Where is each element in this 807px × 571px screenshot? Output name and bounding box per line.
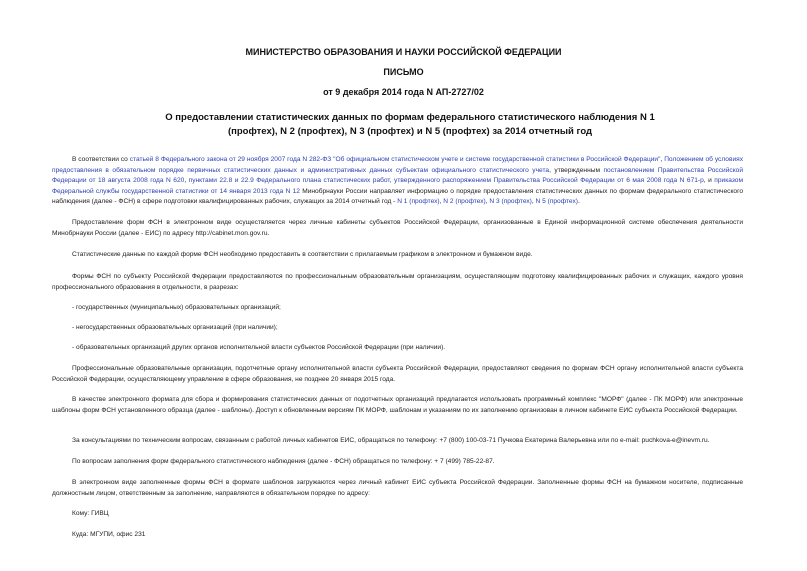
text-run: ,: [439, 198, 444, 206]
paragraph-legal-basis: [52, 155, 743, 208]
address-recipient: Кому: ГИВЦ: [72, 510, 109, 517]
list-item-nonstate: - негосударственных образовательных организаций (при наличии);: [72, 324, 278, 331]
link-form-1[interactable]: N 1 (профтех): [397, 198, 440, 206]
paragraph-tech-support: За консультациями по техническим вопросам, связанным с работой личных кабинетов ЕИС, обращаться по телефону: +7 (800) 100-03-71 Пучкова Екатерина Валерьевна или по e-mail: puchkova-e@inevm.ru.: [72, 437, 710, 444]
text-run: В соответствии со: [72, 156, 130, 163]
list-item-state: - государственных (муниципальных) образовательных организаций;: [72, 304, 281, 311]
text-run: , утвержденным: [549, 166, 604, 174]
paragraph-schedule: Статистические данные по каждой форме ФСН необходимо предоставить в соответствии с прилагаемым графиком в электронном и бумажном виде.: [72, 251, 533, 258]
text-run: ,: [531, 198, 536, 206]
paragraph-electronic-submission: Предоставление форм ФСН в электронном виде осуществляется через личные кабинеты субъектов Российской Федерации, организованные в Единой информационной системе обеспечения деятельности Минобрнауки России (далее - ЕИС) по адресу http://cabinet.mon.gov.ru.: [52, 219, 743, 237]
paragraph-breakdown: Формы ФСН по субъекту Российской Федерации предоставляются по профессиональным образовательным организациям, осуществляющим подготовку квалифицированных рабочих и служащих, каждого уровня профессионального образования в отдельности, в разрезах:: [52, 273, 743, 291]
text-run: Минобрнауки России направляет информацию о порядке предоставления статистических данных по формам федерального статистического наблюдения (далее - ФСН) в сфере подготовки квалифицированных рабочих, служащих за 2014 отчетный год -: [52, 187, 744, 206]
link-order-12[interactable]: приказом Федеральной службы государственной статистики от 14 января 2013 года N 12: [52, 177, 743, 195]
paragraph-form-questions: По вопросам заполнения форм федерального статистического наблюдения (далее - ФСН) обращаться по телефону: + 7 (499) 785-22-87.: [72, 458, 495, 465]
link-regulation[interactable]: Положением об условиях предоставления в обязательном порядке первичных статистических данных и административных данных субъектам официального статистического учета: [52, 156, 743, 174]
document-date-number: от 9 декабря 2014 года N АП-2727/02: [323, 87, 484, 97]
paragraph-electronic-format: В качестве электронного формата для сбора и формирования статистических данных от подотчетных организаций предлагается использовать программный комплекс "МОРФ" (далее - ПК МОРФ) или электронные шаблоны форм ФСН установленного образца (далее - шаблоны). Доступ к обновленным версиям ПК МОРФ, шаблонам и указаниям по их заполнению организован в личном кабинете ЕИС субъекта Российской Федерации.: [52, 396, 743, 414]
document-type: ПИСЬМО: [383, 67, 424, 77]
text-run: ,: [184, 177, 189, 185]
list-item-other-bodies: - образовательных организаций других органов исполнительной власти субъектов Российской Федерации (при наличии).: [72, 344, 446, 351]
text-run: ,: [660, 156, 665, 163]
link-form-2[interactable]: N 2 (профтех): [443, 198, 486, 206]
link-law-article-8[interactable]: статьей 8 Федерального закона от 29 ноября 2007 года N 282-ФЗ "Об официальном статистическом учете и системе государственной статистики в Российской Федерации": [129, 156, 661, 163]
text-run: ,: [485, 198, 490, 206]
text-run: .: [577, 198, 580, 206]
ministry-heading: МИНИСТЕРСТВО ОБРАЗОВАНИЯ И НАУКИ РОССИЙСКОЙ ФЕДЕРАЦИИ: [245, 47, 562, 57]
paragraph-paper-submission: В электронном виде заполненные формы ФСН в формате шаблонов загружаются через личный кабинет ЕИС субъекта Российской Федерации. Заполненные формы ФСН на бумажном носителе, подписанные должностным лицом, ответственным за заполнение, направляются в обязательном порядке по адресу:: [52, 479, 743, 497]
link-resolution-620[interactable]: постановлением Правительства Российской Федерации от 18 августа 2008 года N 620: [52, 166, 744, 185]
address-destination: Куда: МГУПИ, офис 231: [72, 531, 146, 538]
text-run: , и: [703, 177, 715, 185]
link-form-5[interactable]: N 5 (профтех): [535, 198, 578, 206]
paragraph-deadline: Профессиональные образовательные организации, подотчетные органу исполнительной власти субъекта Российской Федерации, предоставляют сведения по формам ФСН органу исполнительной власти субъекта Российской Федерации, осуществляющему управление в сфере образования, не позднее 20 января 2015 года.: [52, 365, 743, 383]
link-plan-items[interactable]: пунктами 22.8 и 22.9 Федерального плана статистических работ, утвержденного распоряжением Правительства Российской Федерации от 6 мая 2008 года N 671-р: [188, 177, 704, 185]
document-title: О предоставлении статистических данных по формам федерального статистического наблюдения N 1 (профтех), N 2 (профтех), N 3 (профтех) и N 5 (профтех) за 2014 отчетный год: [165, 112, 655, 137]
link-form-3[interactable]: N 3 (профтех): [489, 198, 532, 206]
